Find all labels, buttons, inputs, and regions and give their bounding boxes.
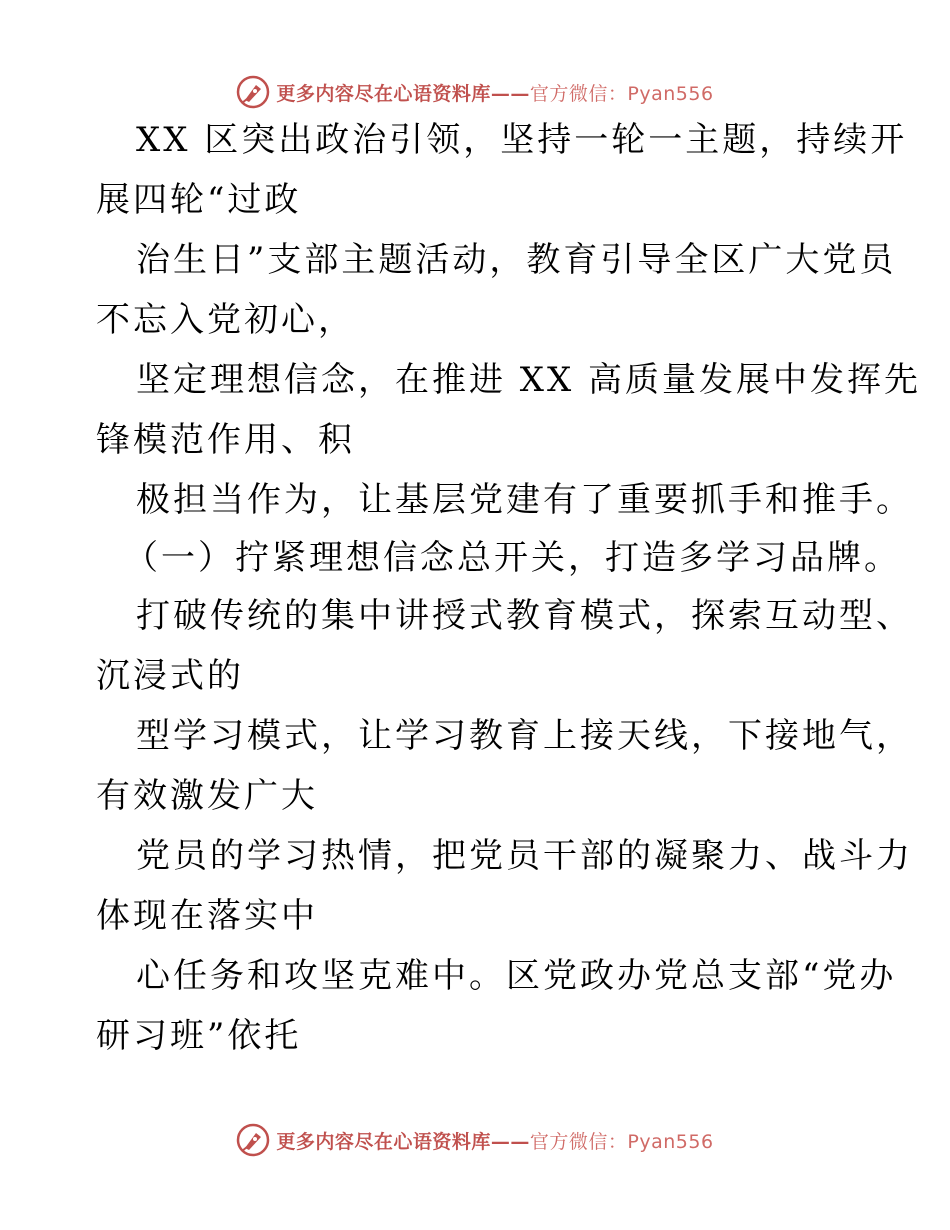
header-banner-main: 更多内容尽在心语资料库	[276, 82, 491, 105]
footer-banner-dash: ——	[490, 1130, 530, 1153]
header-banner-text	[276, 79, 713, 106]
footer-banner-text	[276, 1127, 713, 1154]
body-line: 坚定理想信念，在推进 XX 高质量发展中发挥先	[136, 360, 922, 400]
pen-nib-logo-icon	[236, 75, 270, 109]
body-line: 展四轮“过政	[96, 180, 302, 220]
body-line: 沉浸式的	[96, 656, 244, 696]
body-line: 体现在落实中	[96, 896, 318, 936]
header-banner-dash: ——	[490, 82, 530, 105]
header-banner	[0, 72, 950, 112]
header-banner-wechat: 官方微信：Pyan556	[529, 82, 714, 105]
section-heading: （一）拧紧理想信念总开关，打造多学习品牌。	[124, 538, 901, 578]
body-line: 心任务和攻坚克难中。区党政办党总支部“党办	[136, 956, 897, 996]
body-line: 极担当作为，让基层党建有了重要抓手和推手。	[136, 480, 913, 520]
body-line: 型学习模式，让学习教育上接天线，下接地气，	[136, 716, 913, 756]
body-line: 治生日”支部主题活动，教育引导全区广大党员	[136, 240, 897, 280]
body-line: 不忘入党初心，	[96, 300, 355, 340]
body-line: XX 区突出政治引领，坚持一轮一主题，持续开	[136, 120, 908, 160]
body-line: 有效激发广大	[96, 776, 318, 816]
pen-nib-logo-icon	[236, 1123, 270, 1157]
body-line: 研习班”依托	[96, 1016, 302, 1056]
footer-banner-main: 更多内容尽在心语资料库	[276, 1130, 491, 1153]
body-line: 打破传统的集中讲授式教育模式，探索互动型、	[136, 596, 913, 636]
body-line: 锋模范作用、积	[96, 420, 355, 460]
footer-banner-wechat: 官方微信：Pyan556	[529, 1130, 714, 1153]
body-line: 党员的学习热情，把党员干部的凝聚力、战斗力	[136, 836, 913, 876]
footer-banner	[0, 1120, 950, 1160]
